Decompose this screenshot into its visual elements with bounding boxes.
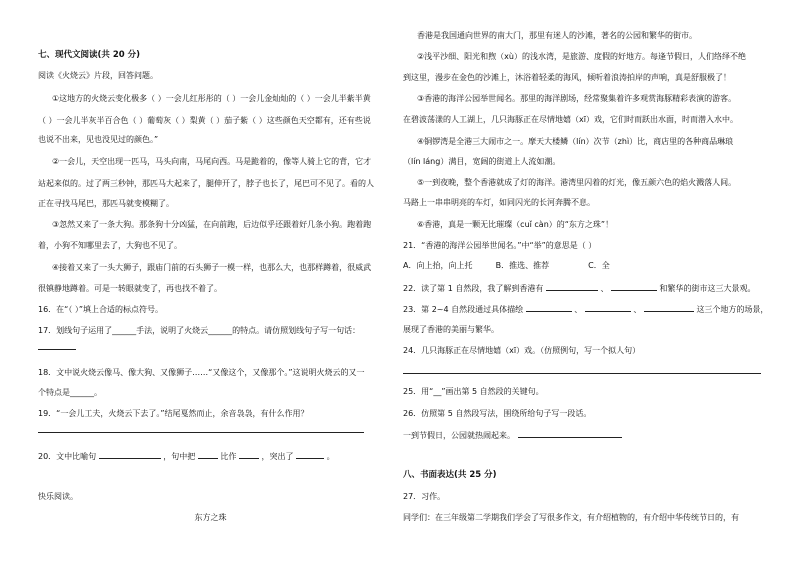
- r-para-6: ⑥香港，真是一颗无比璀璨（cuǐ càn）的“东方之珠”！: [417, 220, 614, 229]
- q21-option-b[interactable]: B．推选、推荐: [495, 261, 550, 270]
- q23-part-c: 、: [633, 305, 642, 314]
- r-para-4-line-1: ④铜锣湾是全港三大闹市之一。摩天大楼鳞（lín）次节（zhì）比，商店里的各种商品琳琅: [417, 137, 734, 146]
- r-para-3-line-2: 在碧波荡漾的人工湖上，几只海豚正在尽情地嬉（xī）戏，它们时而跃出水面，时而潜入水中。: [403, 115, 738, 124]
- r-para-3-line-1: ③香港的海洋公园举世闻名。那里的海洋剧场，经常聚集着许多观赏海豚精彩表演的游客。: [417, 94, 737, 103]
- q23-part-b: 、: [574, 305, 583, 314]
- right-column: [403, 0, 769, 561]
- q26-start-text: 一到节假日，公园就热闹起来。: [403, 431, 515, 440]
- question-27: 27．习作。: [403, 492, 446, 501]
- q23-blank-3[interactable]: [644, 303, 694, 312]
- q22-blank-2[interactable]: [611, 282, 657, 291]
- r-para-5-line-1: ⑤一到夜晚，整个香港就成了灯的海洋。港湾里闪着的灯光，像五颜六色的焰火溅落人间。: [417, 178, 737, 187]
- q20-part-d: ，突出了: [261, 452, 294, 461]
- q20-part-c: 比作: [220, 452, 237, 461]
- q20-blank-4[interactable]: [296, 450, 324, 459]
- question-22: [403, 282, 756, 293]
- para-4-line-1: ④接着又来了一头大狮子，跟庙门前的石头狮子一模一样，也那么大，也那样蹲着，很威武: [52, 263, 372, 272]
- section-title-reading: 七、现代文阅读(共 20 分): [38, 50, 141, 60]
- question-25: 25．用“__”画出第 5 自然段的关键句。: [403, 387, 544, 396]
- q22-blank-1[interactable]: [546, 282, 598, 291]
- q20-part-e: 。: [326, 452, 335, 461]
- question-21: 21．“香港的海洋公园举世闻名。”中“举”的意思是（ ）: [403, 241, 597, 250]
- para-2-line-3: 正在寻找马尾巴，那匹马就变模糊了。: [38, 199, 174, 208]
- happy-reading-label: 快乐阅读。: [38, 492, 78, 501]
- q26-start: [403, 429, 622, 440]
- r-para-1: 香港是我国通向世界的南大门，那里有迷人的沙滩，著名的公园和繁华的街市。: [417, 31, 697, 40]
- q20-part-b: ，句中把: [163, 452, 196, 461]
- q22-part-a: 22．读了第 1 自然段，我了解到香港有: [403, 284, 544, 293]
- q23-blank-1[interactable]: [526, 303, 572, 312]
- para-1-line-2: （ ）一会儿半灰半百合色（ ）葡萄灰（ ）梨黄（ ）茄子紫（ ）这些颜色天空都有，还有些说: [38, 116, 371, 125]
- question-23: [403, 303, 768, 314]
- q20-blank-3[interactable]: [239, 450, 259, 459]
- q27-prompt: 同学们：在三年级第二学期我们学会了写很多作文，有介绍植物的，有介绍中华传统节日的，有: [403, 513, 739, 522]
- r-para-5-line-2: 马路上一串串明亮的车灯，如同闪光的长河奔腾不息。: [403, 198, 595, 207]
- q20-blank-2[interactable]: [198, 450, 218, 459]
- question-17: 17．划线句子运用了______手法，说明了火烧云______的特点。请仿照划线句子写一句话：: [38, 326, 361, 335]
- question-19: 19．“一会儿工夫，火烧云下去了。”结尾戛然而止，余音袅袅，有什么作用？: [38, 409, 309, 418]
- question-20: [38, 450, 335, 461]
- question-24: 24．几只海豚正在尽情地嬉（xī）戏。（仿照例句，写一个拟人句）: [403, 346, 641, 355]
- left-column: [38, 0, 383, 561]
- passage-title: 东方之珠: [194, 513, 227, 522]
- question-16: 16．在“（ ）”填上合适的标点符号。: [38, 305, 164, 314]
- q21-option-a[interactable]: A．向上抬，向上托: [403, 261, 473, 270]
- r-para-4-line-2: （lín láng）满目，宽阔的街道上人流如潮。: [403, 157, 561, 166]
- q23-part-d: 这三个地方的场景，: [696, 305, 769, 314]
- q24-answer-line[interactable]: [403, 365, 761, 376]
- q26-answer-line[interactable]: [518, 429, 622, 438]
- q21-options: [403, 260, 610, 271]
- q17-answer-line[interactable]: [38, 341, 76, 352]
- q23-part-a: 23．第 2~4 自然段通过具体描绘: [403, 305, 524, 314]
- reading-intro: 阅读《火烧云》片段，回答问题。: [38, 71, 158, 80]
- question-26: 26．仿照第 5 自然段写法，围绕所给句子写一段话。: [403, 409, 592, 418]
- q23-blank-2[interactable]: [585, 303, 631, 312]
- r-para-2-line-1: ②浅平沙细、阳光和煦（xù）的浅水湾，是旅游、度假的好地方。每逢节假日，人们络绎不绝: [417, 52, 746, 61]
- q20-part-a: 20．文中比喻句: [38, 452, 97, 461]
- q21-option-c[interactable]: C．全: [588, 261, 610, 270]
- para-2-line-1: ②一会儿，天空出现一匹马，马头向南，马尾向西。马是跪着的，像等人骑上它的背，它才: [52, 157, 372, 166]
- q20-blank-1[interactable]: [99, 450, 161, 459]
- question-18-line-2: 个特点是______。: [38, 388, 102, 397]
- para-4-line-2: 很镇静地蹲着。可是一转眼就变了，再也找不着了。: [38, 284, 222, 293]
- para-3-line-1: ③忽然又来了一条大狗。那条狗十分凶猛，在向前跑，后边似乎还跟着好几条小狗。跑着跑: [52, 220, 372, 229]
- para-1-line-3: 也说不出来，见也没见过的颜色。”: [38, 135, 159, 144]
- q22-part-c: 和繁华的街市这三大景观。: [659, 284, 756, 293]
- para-2-line-2: 站起来似的。过了两三秒钟，那匹马大起来了，腿伸开了，脖子也长了，尾巴可不见了。看的人: [38, 179, 374, 188]
- question-18-line-1: 18．文中说火烧云像马、像大狗、又像狮子……“又像这个，又像那个。”这说明火烧云的又一: [38, 368, 365, 377]
- q22-part-b: 、: [600, 284, 609, 293]
- question-23-line-2: 展现了香港的美丽与繁华。: [403, 325, 499, 334]
- section-title-writing: 八、书面表达(共 25 分): [403, 470, 497, 480]
- para-1-line-1: ①这地方的火烧云变化极多（ ）一会儿红彤彤的（ ）一会儿金灿灿的（ ）一会儿半紫半黄: [52, 94, 371, 103]
- r-para-2-line-2: 到这里，漫步在金色的沙滩上，沐浴着轻柔的海风，倾听着浪涛拍岸的声响，真是舒服极了！: [403, 73, 731, 82]
- q19-answer-line[interactable]: [38, 424, 364, 435]
- para-3-line-2: 着，小狗不知哪里去了，大狗也不见了。: [38, 241, 182, 250]
